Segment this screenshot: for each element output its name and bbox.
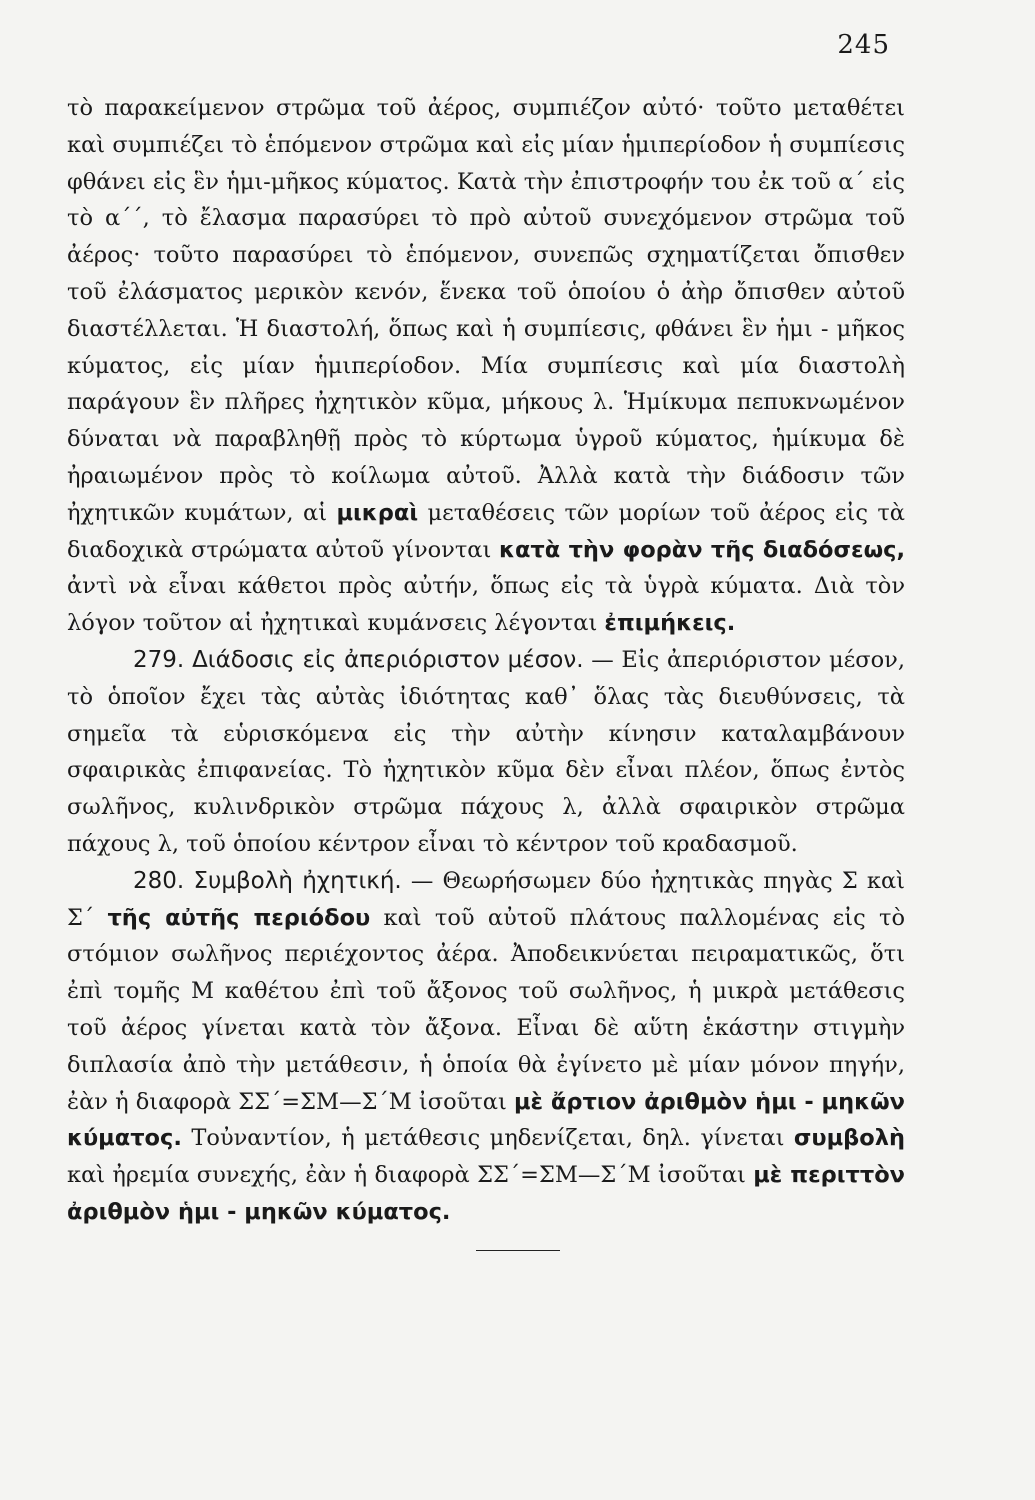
text-run: καὶ τοῦ αὐτοῦ πλάτους παλλομένας εἰς τὸ στόμιον σωλῆνος περιέχοντος ἀέρα. Ἀποδεικνύεται πειραματικῶς, ὅτι ἐπὶ τομῆς Μ καθέτου ἐπὶ τοῦ ἄξονος τοῦ σωλῆνος, ἡ μικρὰ μετάθεσις τοῦ ἀέρος γίνεται κατὰ τὸν ἄξονα. Εἶναι δὲ αὕτη ἑκάστην στιγμὴν διπλασία ἀπὸ τὴν μετάθεσιν, ἡ ὁποία θὰ ἐγίνετο μὲ μίαν μόνον πηγήν, ἐὰν ἡ διαφορὰ ΣΣ΄=ΣΜ—Σ΄Μ ἰσοῦται (67, 904, 905, 1115)
bold-term: μὲ περιττὸν ἀριθμὸν ἡμι - μηκῶν κύματος. (67, 1162, 905, 1225)
bold-term: τῆς αὐτῆς περιόδου (107, 904, 371, 931)
body-text (67, 90, 905, 1231)
text-run: — Θεωρήσωμεν δύο ἠχητικὰς πηγὰς Σ καὶ Σ΄ (67, 867, 905, 931)
text-run: — Εἰς ἀπεριόριστον μέσον, τὸ ὁποῖον ἔχει τὰς αὐτὰς ἰδιότητας καθ᾿ ὅλας τὰς διευθύνσεις, τὰ σημεῖα τὰ εὑρισκόμενα εἰς τὴν αὐτὴν κίνησιν καταλαμβάνουν σφαιρικὰς ἐπιφανείας. Τὸ ἠχητικὸν κῦμα δὲν εἶναι πλέον, ὅπως ἐντὸς σωλῆνος, κυλινδρικὸν στρῶμα πάχους λ, ἀλλὰ σφαιρικὸν στρῶμα πάχους λ, τοῦ ὁποίου κέντρον εἶναι τὸ κέντρον τοῦ κραδασμοῦ. (67, 646, 905, 857)
text-run: καὶ ἠρεμία συνεχής, ἐὰν ἡ διαφορὰ ΣΣ΄=ΣΜ—Σ΄Μ ἰσοῦται (67, 1162, 754, 1189)
paragraph-wave-propagation (67, 90, 905, 642)
bold-term: ἐπιμήκεις. (604, 610, 736, 637)
text-run: ἀντὶ νὰ εἶναι κάθετοι πρὸς αὐτήν, ὅπως εἰς τὰ ὑγρὰ κύματα. Διὰ τὸν λόγον τοῦτον αἱ ἠχητικαὶ κυμάνσεις λέγονται (67, 573, 905, 637)
section-280 (67, 863, 905, 1231)
bold-term: μικραὶ (336, 499, 419, 526)
end-rule (476, 1250, 560, 1251)
bold-term: συμβολὴ (793, 1125, 905, 1152)
section-279 (67, 642, 905, 863)
section-heading: 280. Συμβολὴ ἠχητική. (133, 867, 402, 894)
text-run: τὸ παρακείμενον στρῶμα τοῦ ἀέρος, συμπιέζον αὐτό· τοῦτο μεταθέτει καὶ συμπιέζει τὸ ἑπόμενον στρῶμα καὶ εἰς μίαν ἡμιπερίοδον ἡ συμπίεσις φθάνει εἰς ἓν ἡμι-μῆκος κύματος. Κατὰ τὴν ἐπιστροφήν του ἐκ τοῦ α΄ εἰς τὸ α΄΄, τὸ ἔλασμα παρασύρει τὸ πρὸ αὐτοῦ συνεχόμενον στρῶμα τοῦ ἀέρος· τοῦτο παρασύρει τὸ ἑπόμενον, συνεπῶς σχηματίζεται ὄπισθεν τοῦ ἐλάσματος μερικὸν κενόν, ἕνεκα τοῦ ὁποίου ὁ ἀὴρ ὄπισθεν αὐτοῦ διαστέλλεται. Ἡ διαστολή, ὅπως καὶ ἡ συμπίεσις, φθάνει ἓν ἡμι - μῆκος κύματος, εἰς μίαν ἡμιπερίοδον. Μία συμπίεσις καὶ μία διαστολὴ παράγουν ἓν πλῆρες ἠχητικὸν κῦμα, μήκους λ. Ἡμίκυμα πεπυκνωμένον δύναται νὰ παραβληθῇ πρὸς τὸ κύρτωμα ὑγροῦ κύματος, ἡμίκυμα δὲ ἠραιωμένον πρὸς τὸ κοίλωμα αὐτοῦ. Ἀλλὰ κατὰ τὴν διάδοσιν τῶν ἠχητικῶν κυμάτων, αἱ (67, 95, 905, 526)
text-run: μεταθέσεις τῶν μορίων τοῦ ἀέρος εἰς τὰ διαδοχικὰ στρώματα αὐτοῦ γίνονται (67, 499, 906, 563)
section-heading: 279. Διάδοσις εἰς ἀπεριόριστον μέσον. (133, 646, 584, 673)
page-number: 245 (837, 30, 890, 60)
bold-term: κατὰ τὴν φορὰν τῆς διαδόσεως, (498, 536, 906, 563)
bold-term: μὲ ἄρτιον ἀριθμὸν ἡμι - μηκῶν κύματος. (67, 1088, 905, 1152)
text-run: Τοὐναντίον, ἡ μετάθεσις μηδενίζεται, δηλ. γίνεται (181, 1125, 794, 1152)
